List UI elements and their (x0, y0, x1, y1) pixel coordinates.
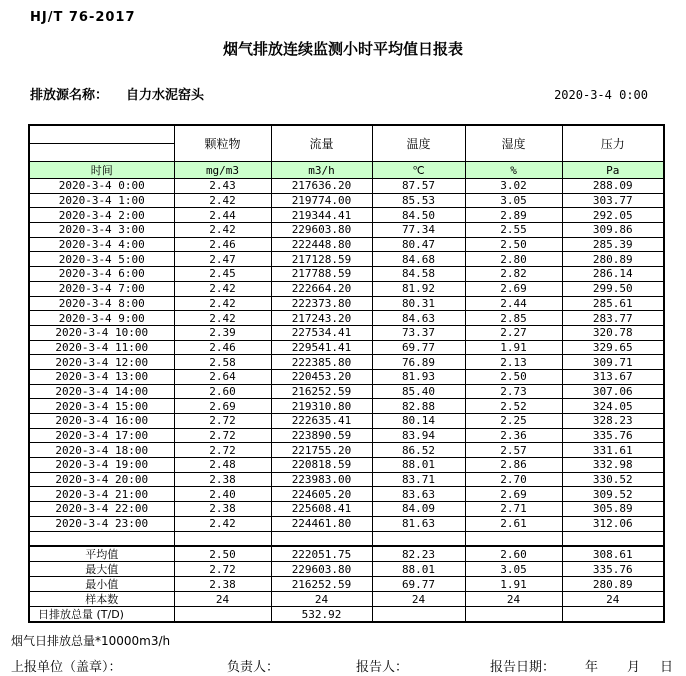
humidity-cell: 1.91 (465, 340, 562, 355)
flow-cell: 220818.59 (271, 458, 372, 473)
pm-cell: 2.72 (174, 414, 271, 429)
summary-label: 平均值 (29, 546, 174, 562)
pm-cell: 2.72 (174, 443, 271, 458)
pm-cell: 24 (174, 592, 271, 607)
pressure-cell: 309.52 (562, 487, 664, 502)
temp-cell: 24 (372, 592, 465, 607)
time-cell: 2020-3-4 18:00 (29, 443, 174, 458)
time-cell: 2020-3-4 6:00 (29, 267, 174, 282)
flow-cell: 217636.20 (271, 179, 372, 194)
empty-cell (562, 531, 664, 546)
pm-cell: 2.72 (174, 562, 271, 577)
col-header-pressure: 压力 (562, 125, 664, 162)
table-row (29, 502, 664, 517)
humidity-cell: 2.73 (465, 384, 562, 399)
empty-cell (465, 531, 562, 546)
humidity-cell: 2.52 (465, 399, 562, 414)
summary-row (29, 607, 664, 623)
summary-row (29, 592, 664, 607)
temp-cell: 84.58 (372, 267, 465, 282)
humidity-cell: 2.82 (465, 267, 562, 282)
time-cell: 2020-3-4 2:00 (29, 208, 174, 223)
temp-cell: 80.47 (372, 237, 465, 252)
humidity-cell (465, 607, 562, 623)
summary-label: 最大值 (29, 562, 174, 577)
month-label: 月 (627, 660, 641, 676)
temp-cell: 86.52 (372, 443, 465, 458)
table-row (29, 369, 664, 384)
flow-cell: 227534.41 (271, 325, 372, 340)
pm-cell: 2.38 (174, 577, 271, 592)
time-cell: 2020-3-4 20:00 (29, 472, 174, 487)
temp-cell: 80.14 (372, 414, 465, 429)
table-row (29, 516, 664, 531)
humidity-cell: 2.89 (465, 208, 562, 223)
flow-cell: 225608.41 (271, 502, 372, 517)
spacer-row (29, 531, 664, 546)
temp-cell: 85.53 (372, 193, 465, 208)
pm-cell: 2.42 (174, 296, 271, 311)
temp-cell: 76.89 (372, 355, 465, 370)
flow-cell: 216252.59 (271, 577, 372, 592)
humidity-cell: 2.69 (465, 281, 562, 296)
pm-cell: 2.38 (174, 502, 271, 517)
report-page (0, 10, 686, 676)
standard-code: HJ/T 76-2017 (30, 10, 136, 25)
time-cell: 2020-3-4 19:00 (29, 458, 174, 473)
pm-cell: 2.72 (174, 428, 271, 443)
flow-cell: 222373.80 (271, 296, 372, 311)
humidity-cell: 2.80 (465, 252, 562, 267)
report-unit-label: 上报单位（盖章）： (11, 660, 122, 676)
col-header-flow: 流量 (271, 125, 372, 162)
pm-cell (174, 607, 271, 623)
table-row (29, 179, 664, 194)
flow-cell: 220453.20 (271, 369, 372, 384)
pm-cell: 2.46 (174, 340, 271, 355)
flow-cell: 221755.20 (271, 443, 372, 458)
temp-cell: 84.09 (372, 502, 465, 517)
pressure-cell: 305.89 (562, 502, 664, 517)
time-cell: 2020-3-4 11:00 (29, 340, 174, 355)
flow-cell: 217128.59 (271, 252, 372, 267)
humidity-cell: 2.50 (465, 237, 562, 252)
temp-cell: 83.63 (372, 487, 465, 502)
pressure-cell: 285.61 (562, 296, 664, 311)
flow-cell: 224461.80 (271, 516, 372, 531)
temp-cell: 83.94 (372, 428, 465, 443)
humidity-cell: 2.36 (465, 428, 562, 443)
flow-cell: 222635.41 (271, 414, 372, 429)
pm-cell: 2.47 (174, 252, 271, 267)
temp-cell: 84.68 (372, 252, 465, 267)
table-row (29, 355, 664, 370)
col-header-temperature: 温度 (372, 125, 465, 162)
pressure-cell: 280.89 (562, 252, 664, 267)
pm-cell: 2.48 (174, 458, 271, 473)
temp-cell: 84.50 (372, 208, 465, 223)
humidity-cell: 2.70 (465, 472, 562, 487)
pm-cell: 2.43 (174, 179, 271, 194)
empty-cell (372, 531, 465, 546)
table-row (29, 399, 664, 414)
time-cell: 2020-3-4 12:00 (29, 355, 174, 370)
temp-cell: 83.71 (372, 472, 465, 487)
pressure-cell: 312.06 (562, 516, 664, 531)
temp-cell (372, 607, 465, 623)
empty-cell (29, 531, 174, 546)
table-row (29, 458, 664, 473)
humidity-cell: 2.55 (465, 223, 562, 238)
flow-cell: 229541.41 (271, 340, 372, 355)
pressure-cell: 324.05 (562, 399, 664, 414)
pressure-cell: 299.50 (562, 281, 664, 296)
unit-humidity: % (465, 162, 562, 179)
time-cell: 2020-3-4 3:00 (29, 223, 174, 238)
day-label: 日 (660, 660, 674, 676)
pressure-cell: 309.86 (562, 223, 664, 238)
table-row (29, 428, 664, 443)
flow-cell: 219310.80 (271, 399, 372, 414)
pm-cell: 2.42 (174, 193, 271, 208)
pm-cell: 2.60 (174, 384, 271, 399)
pressure-cell: 280.89 (562, 577, 664, 592)
flow-cell: 219344.41 (271, 208, 372, 223)
pm-cell: 2.64 (174, 369, 271, 384)
table-row (29, 252, 664, 267)
flow-cell: 219774.00 (271, 193, 372, 208)
flow-cell: 217788.59 (271, 267, 372, 282)
corner-cell-top (29, 125, 174, 144)
temp-cell: 82.23 (372, 546, 465, 562)
flow-cell: 229603.80 (271, 562, 372, 577)
pressure-cell: 309.71 (562, 355, 664, 370)
humidity-cell: 2.50 (465, 369, 562, 384)
table-row (29, 472, 664, 487)
table-row (29, 208, 664, 223)
unit-header-row (29, 162, 664, 179)
humidity-cell: 3.02 (465, 179, 562, 194)
unit-pressure: Pa (562, 162, 664, 179)
humidity-cell: 2.61 (465, 516, 562, 531)
pressure-cell: 292.05 (562, 208, 664, 223)
table-row (29, 443, 664, 458)
humidity-cell: 2.25 (465, 414, 562, 429)
pm-cell: 2.45 (174, 267, 271, 282)
pressure-cell: 335.76 (562, 562, 664, 577)
time-cell: 2020-3-4 8:00 (29, 296, 174, 311)
flow-cell: 222448.80 (271, 237, 372, 252)
pressure-cell: 330.52 (562, 472, 664, 487)
pressure-cell: 283.77 (562, 311, 664, 326)
pm-cell: 2.42 (174, 281, 271, 296)
temp-cell: 69.77 (372, 340, 465, 355)
time-header: 时间 (29, 162, 174, 179)
humidity-cell: 2.13 (465, 355, 562, 370)
pressure-cell: 308.61 (562, 546, 664, 562)
summary-row (29, 546, 664, 562)
pressure-cell: 329.65 (562, 340, 664, 355)
temp-cell: 85.40 (372, 384, 465, 399)
table-row (29, 193, 664, 208)
monitoring-table (28, 124, 665, 623)
table-row (29, 296, 664, 311)
pm-cell: 2.50 (174, 546, 271, 562)
humidity-cell: 2.85 (465, 311, 562, 326)
temp-cell: 84.63 (372, 311, 465, 326)
corner-cell-bottom (29, 144, 174, 162)
summary-row (29, 577, 664, 592)
temp-cell: 80.31 (372, 296, 465, 311)
flow-cell: 229603.80 (271, 223, 372, 238)
time-cell: 2020-3-4 1:00 (29, 193, 174, 208)
daily-total-note: 烟气日排放总量*10000m3/h (11, 634, 171, 649)
temp-cell: 81.93 (372, 369, 465, 384)
pressure-cell: 288.09 (562, 179, 664, 194)
table-row (29, 340, 664, 355)
pressure-cell: 335.76 (562, 428, 664, 443)
flow-cell: 224605.20 (271, 487, 372, 502)
time-cell: 2020-3-4 5:00 (29, 252, 174, 267)
flow-cell: 24 (271, 592, 372, 607)
responsible-label: 负责人： (227, 660, 280, 676)
flow-cell: 222664.20 (271, 281, 372, 296)
temp-cell: 88.01 (372, 458, 465, 473)
humidity-cell: 1.91 (465, 577, 562, 592)
pm-cell: 2.42 (174, 223, 271, 238)
pm-cell: 2.58 (174, 355, 271, 370)
table-row (29, 325, 664, 340)
time-cell: 2020-3-4 23:00 (29, 516, 174, 531)
humidity-cell: 2.60 (465, 546, 562, 562)
temp-cell: 69.77 (372, 577, 465, 592)
table-row (29, 281, 664, 296)
pm-cell: 2.39 (174, 325, 271, 340)
reporter-label: 报告人： (356, 660, 409, 676)
time-cell: 2020-3-4 21:00 (29, 487, 174, 502)
table-row (29, 384, 664, 399)
pressure-cell: 331.61 (562, 443, 664, 458)
time-cell: 2020-3-4 10:00 (29, 325, 174, 340)
summary-label: 样本数 (29, 592, 174, 607)
temp-cell: 88.01 (372, 562, 465, 577)
pressure-cell: 313.67 (562, 369, 664, 384)
temp-cell: 81.92 (372, 281, 465, 296)
unit-flow: m3/h (271, 162, 372, 179)
pressure-cell: 286.14 (562, 267, 664, 282)
pm-cell: 2.69 (174, 399, 271, 414)
source-name-value: 自力水泥窑头 (126, 88, 205, 103)
pressure-cell: 320.78 (562, 325, 664, 340)
empty-cell (271, 531, 372, 546)
summary-row (29, 562, 664, 577)
table-row (29, 267, 664, 282)
pm-cell: 2.44 (174, 208, 271, 223)
time-cell: 2020-3-4 16:00 (29, 414, 174, 429)
humidity-cell: 24 (465, 592, 562, 607)
time-cell: 2020-3-4 22:00 (29, 502, 174, 517)
pollutant-header-row (29, 125, 664, 144)
unit-particulate: mg/m3 (174, 162, 271, 179)
time-cell: 2020-3-4 15:00 (29, 399, 174, 414)
pressure-cell: 328.23 (562, 414, 664, 429)
humidity-cell: 2.69 (465, 487, 562, 502)
empty-cell (174, 531, 271, 546)
temp-cell: 87.57 (372, 179, 465, 194)
source-row (30, 84, 648, 103)
pressure-cell: 307.06 (562, 384, 664, 399)
signature-row (0, 656, 686, 676)
pressure-cell (562, 607, 664, 623)
table-row (29, 237, 664, 252)
humidity-cell: 2.44 (465, 296, 562, 311)
time-cell: 2020-3-4 7:00 (29, 281, 174, 296)
temp-cell: 73.37 (372, 325, 465, 340)
pm-cell: 2.46 (174, 237, 271, 252)
pm-cell: 2.42 (174, 516, 271, 531)
flow-cell: 216252.59 (271, 384, 372, 399)
temp-cell: 77.34 (372, 223, 465, 238)
pressure-cell: 303.77 (562, 193, 664, 208)
time-cell: 2020-3-4 9:00 (29, 311, 174, 326)
col-header-particulate: 颗粒物 (174, 125, 271, 162)
time-cell: 2020-3-4 4:00 (29, 237, 174, 252)
temp-cell: 82.88 (372, 399, 465, 414)
temp-cell: 81.63 (372, 516, 465, 531)
flow-cell: 217243.20 (271, 311, 372, 326)
summary-label: 最小值 (29, 577, 174, 592)
flow-cell: 223890.59 (271, 428, 372, 443)
flow-cell: 223983.00 (271, 472, 372, 487)
humidity-cell: 2.86 (465, 458, 562, 473)
year-label: 年 (585, 660, 599, 676)
flow-cell: 222385.80 (271, 355, 372, 370)
flow-cell: 532.92 (271, 607, 372, 623)
source-name-label: 排放源名称： (30, 88, 109, 103)
humidity-cell: 2.57 (465, 443, 562, 458)
humidity-cell: 2.27 (465, 325, 562, 340)
summary-label: 日排放总量 (T/D) (29, 607, 174, 623)
report-date-label: 报告日期： (490, 660, 556, 676)
time-cell: 2020-3-4 17:00 (29, 428, 174, 443)
pm-cell: 2.38 (174, 472, 271, 487)
pressure-cell: 332.98 (562, 458, 664, 473)
time-cell: 2020-3-4 13:00 (29, 369, 174, 384)
col-header-humidity: 湿度 (465, 125, 562, 162)
page-title: 烟气排放连续监测小时平均值日报表 (222, 40, 463, 58)
pm-cell: 2.40 (174, 487, 271, 502)
table-row (29, 487, 664, 502)
humidity-cell: 3.05 (465, 562, 562, 577)
pressure-cell: 285.39 (562, 237, 664, 252)
pm-cell: 2.42 (174, 311, 271, 326)
time-cell: 2020-3-4 14:00 (29, 384, 174, 399)
table-row (29, 311, 664, 326)
table-row (29, 414, 664, 429)
table-row (29, 223, 664, 238)
pressure-cell: 24 (562, 592, 664, 607)
humidity-cell: 2.71 (465, 502, 562, 517)
unit-temperature: ℃ (372, 162, 465, 179)
time-cell: 2020-3-4 0:00 (29, 179, 174, 194)
humidity-cell: 3.05 (465, 193, 562, 208)
report-datetime: 2020-3-4 0:00 (554, 88, 648, 102)
flow-cell: 222051.75 (271, 546, 372, 562)
